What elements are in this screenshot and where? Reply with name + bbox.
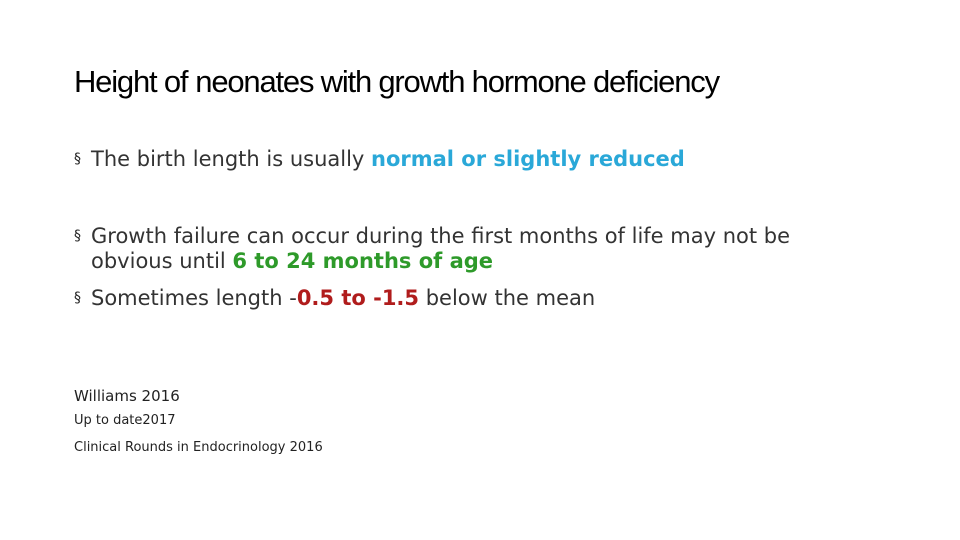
bullet-item <box>74 224 790 274</box>
bullet-text-after: below the mean <box>419 286 596 310</box>
reference-item: Up to date2017 <box>74 413 176 428</box>
reference-item: Clinical Rounds in Endocrinology 2016 <box>74 440 323 455</box>
references <box>74 385 323 457</box>
bullet-highlight: 6 to 24 months of age <box>232 249 494 273</box>
bullet-highlight: 0.5 to -1.5 <box>296 286 420 310</box>
bullet-text-line2 <box>91 249 790 274</box>
reference-item: Williams 2016 <box>74 387 180 405</box>
bullet-text <box>74 224 790 274</box>
bullet-text-before: Growth failure can occur during the first months of life may not be <box>91 224 791 248</box>
bullet-marker: § <box>74 151 81 167</box>
bullet-item <box>74 286 595 311</box>
bullet-marker: § <box>74 228 81 244</box>
bullet-text-before: Sometimes length - <box>91 286 297 310</box>
title-part-1: Height of <box>74 64 188 99</box>
title-part-2: neonates with growth hormone deficiency <box>195 64 719 99</box>
slide-title <box>74 60 934 104</box>
bullet-line2-before: obvious until <box>91 249 233 273</box>
bullet-item <box>74 147 685 172</box>
bullet-text <box>74 147 685 172</box>
bullet-text <box>74 286 595 311</box>
bullet-text-before: The birth length is usually <box>91 147 372 171</box>
bullet-marker: § <box>74 290 81 306</box>
bullet-highlight: normal or slightly reduced <box>371 147 685 171</box>
